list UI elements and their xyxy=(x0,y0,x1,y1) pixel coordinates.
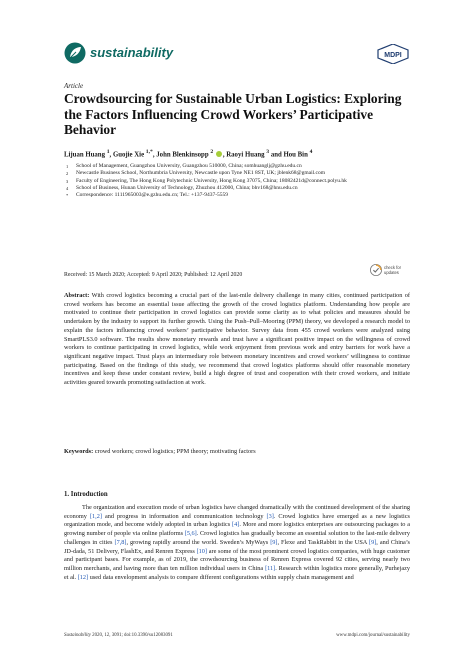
keywords-text: crowd workers; crowd logistics; PPM theory; motivating factors xyxy=(93,448,256,455)
footer-doi[interactable]: 2020, 12, 3091; doi:10.3390/su12083091 xyxy=(90,633,173,638)
affiliation-item xyxy=(64,178,364,185)
intro-text: and progress in information and communication technology xyxy=(101,512,267,520)
citation-link[interactable]: [4] xyxy=(232,521,240,529)
author-affil-mark: 1,* xyxy=(145,149,153,155)
footer-url[interactable]: www.mdpi.com/journal/sustainability xyxy=(336,633,410,638)
intro-text: . Crowd logistics have emerged as a new logistics organization mode, and become widely adopted in urban logistics xyxy=(64,512,410,529)
author-name[interactable]: Guojie Xie xyxy=(112,151,145,159)
abstract-label: Abstract: xyxy=(64,292,90,299)
citation-link[interactable]: [1,2] xyxy=(89,512,102,520)
intro-text: . Research within logistics more generally, Purhejazy et al. xyxy=(64,564,410,581)
affiliation-item xyxy=(64,170,364,177)
journal-header xyxy=(64,42,410,66)
citation-link[interactable]: [5,6] xyxy=(184,530,197,538)
author-separator: , xyxy=(109,151,113,159)
section-heading: 1. Introduction xyxy=(64,491,108,498)
author-name[interactable]: Hou Bin xyxy=(283,151,308,159)
publisher-logo[interactable] xyxy=(376,44,410,64)
affiliation-text: School of Management, Guangzhou University, Guangzhou 510000, China; somhuanglj@gzhu.edu.cn xyxy=(76,163,302,169)
citation-link[interactable]: [11] xyxy=(265,564,276,572)
author-list xyxy=(64,149,424,158)
affiliation-number: 4 xyxy=(66,185,69,191)
affiliation-text: Faculty of Engineering, The Hong Kong Polytechnic University, Hong Kong 37075, China; 18082421d@connect.polyu.hk xyxy=(76,177,347,184)
affiliation-number: 3 xyxy=(66,178,69,184)
check-updates-label: check for updates xyxy=(384,265,401,275)
affiliation-text: Newcastle Business School, Northumbria University, Newcastle upon Tyne NE1 8ST, UK; jblenk68@gmail.com xyxy=(76,170,325,177)
article-type: Article xyxy=(64,82,84,90)
keywords xyxy=(64,448,410,455)
check-updates-icon xyxy=(370,264,382,276)
publication-dates: Received: 15 March 2020; Accepted: 9 April 2020; Published: 12 April 2020 xyxy=(64,272,243,278)
affiliation-list xyxy=(64,163,364,199)
keywords-label: Keywords: xyxy=(64,448,94,455)
author-affil-mark: 2 xyxy=(210,149,214,155)
intro-text: . More and more logistics enterprises are outsourcing packages to a growing number of people via online platforms xyxy=(64,521,410,538)
author-name[interactable]: Lijuan Huang xyxy=(64,151,105,159)
citation-link[interactable]: [9] xyxy=(368,538,377,546)
affiliation-text: School of Business, Hunan University of Technology, Zhuzhou 412000, China; bhv168@hnu.edu.cn xyxy=(76,184,298,191)
correspondence-item xyxy=(64,192,364,199)
author-separator: , xyxy=(152,151,157,159)
author-separator: and xyxy=(269,151,284,159)
citation-link[interactable]: [3] xyxy=(266,512,274,520)
author-affil-mark: 3 xyxy=(266,149,270,155)
abstract xyxy=(64,292,410,388)
author-affil-mark: 4 xyxy=(309,149,313,155)
check-for-updates-badge[interactable] xyxy=(370,264,410,286)
citation-link[interactable]: [12] xyxy=(77,573,89,581)
intro-text: . Crowd logistics has gradually become an essential solution to the last-mile delivery challenges in cities xyxy=(64,530,411,546)
journal-name[interactable]: sustainability xyxy=(90,45,174,60)
footer-citation xyxy=(64,633,173,638)
intro-text: are some of the most prominent crowd logistics companies, with huge customer and participant bases. For example, as of 2019, the crowdsourcing business of Renren Express covered 92 cities, serving nearly two million merchants, and having more than ten million individual users in China xyxy=(64,547,410,572)
citation-link[interactable]: [10] xyxy=(196,547,207,555)
affiliation-item xyxy=(64,163,364,170)
author-name[interactable]: John Blenkinsopp xyxy=(156,151,209,159)
footer-journal: Sustainability xyxy=(64,633,91,638)
intro-text: , growing rapidly around the world. Sweden’s MyWays xyxy=(126,538,271,546)
intro-text: The organization and execution mode of urban logistics have changed dramatically with the continued development of the sharing economy xyxy=(64,504,410,520)
abstract-text: With crowd logistics becoming a crucial part of the last-mile delivery challenge in many cities, continued participation of crowd workers has become an essential issue affecting the growth of the crowd logistics platform. Understanding how people are motivated to continue their participation in crowd logistics can provide some clarity as to what policies and measures should be undertaken by the industry to support its further growth. Using the Push–Pull–Mooring (PPM) theory, we developed a research model to explain the factors influencing crowd workers’ participative behavior. Survey data from 455 crowd workers were analyzed using SmartPLS3.0 software. The results show monetary rewards and trust have a significant positive impact on the willingness of crowd workers to continue participating in crowd logistics, while work enjoyment from previous work and entry barriers for work have a significant negative impact. Trust plays an intermediary role between monetary incentives and crowd workers’ willingness to continue participating. Based on the findings of this study, we recommend that crowd logistics platforms should offer reasonable monetary incentives and keep these under constant review, build a high degree of trust and cooperation with their crowd workers, and initiate activities geared towards promoting satisfaction at work. xyxy=(64,292,410,387)
introduction-paragraph xyxy=(64,504,410,582)
citation-link[interactable]: [7,8] xyxy=(114,538,127,546)
publisher-name: MDPI xyxy=(384,52,402,59)
leaf-logo-icon xyxy=(64,42,86,64)
affiliation-number: 2 xyxy=(66,171,69,177)
correspondence-mark: * xyxy=(66,193,69,199)
intro-text: , Flexe and TaskRabbit in the USA xyxy=(277,538,369,546)
author-name[interactable]: Raoyi Huang xyxy=(226,151,265,159)
correspondence-text: Correspondence: 1111965003@e.gzhu.edu.cn; Tel.: +137-9437-5559 xyxy=(76,192,229,199)
intro-text: , and China’s JD-dada, 51 Delivery, FlashEx, and Renren Express xyxy=(64,538,410,555)
article-title: Crowdsourcing for Sustainable Urban Logistics: Exploring the Factors Influencing Crowd Workers’ Participative Behavior xyxy=(64,91,402,137)
affiliation-number: 1 xyxy=(66,164,69,169)
author-affil-mark: 1 xyxy=(106,149,110,155)
affiliation-item xyxy=(64,185,364,192)
citation-link[interactable]: [9] xyxy=(270,538,278,546)
author-separator: , xyxy=(222,151,227,159)
orcid-icon[interactable] xyxy=(216,151,222,157)
intro-text: used data envelopment analysis to compare different configurations within supply chain management and xyxy=(88,573,354,581)
